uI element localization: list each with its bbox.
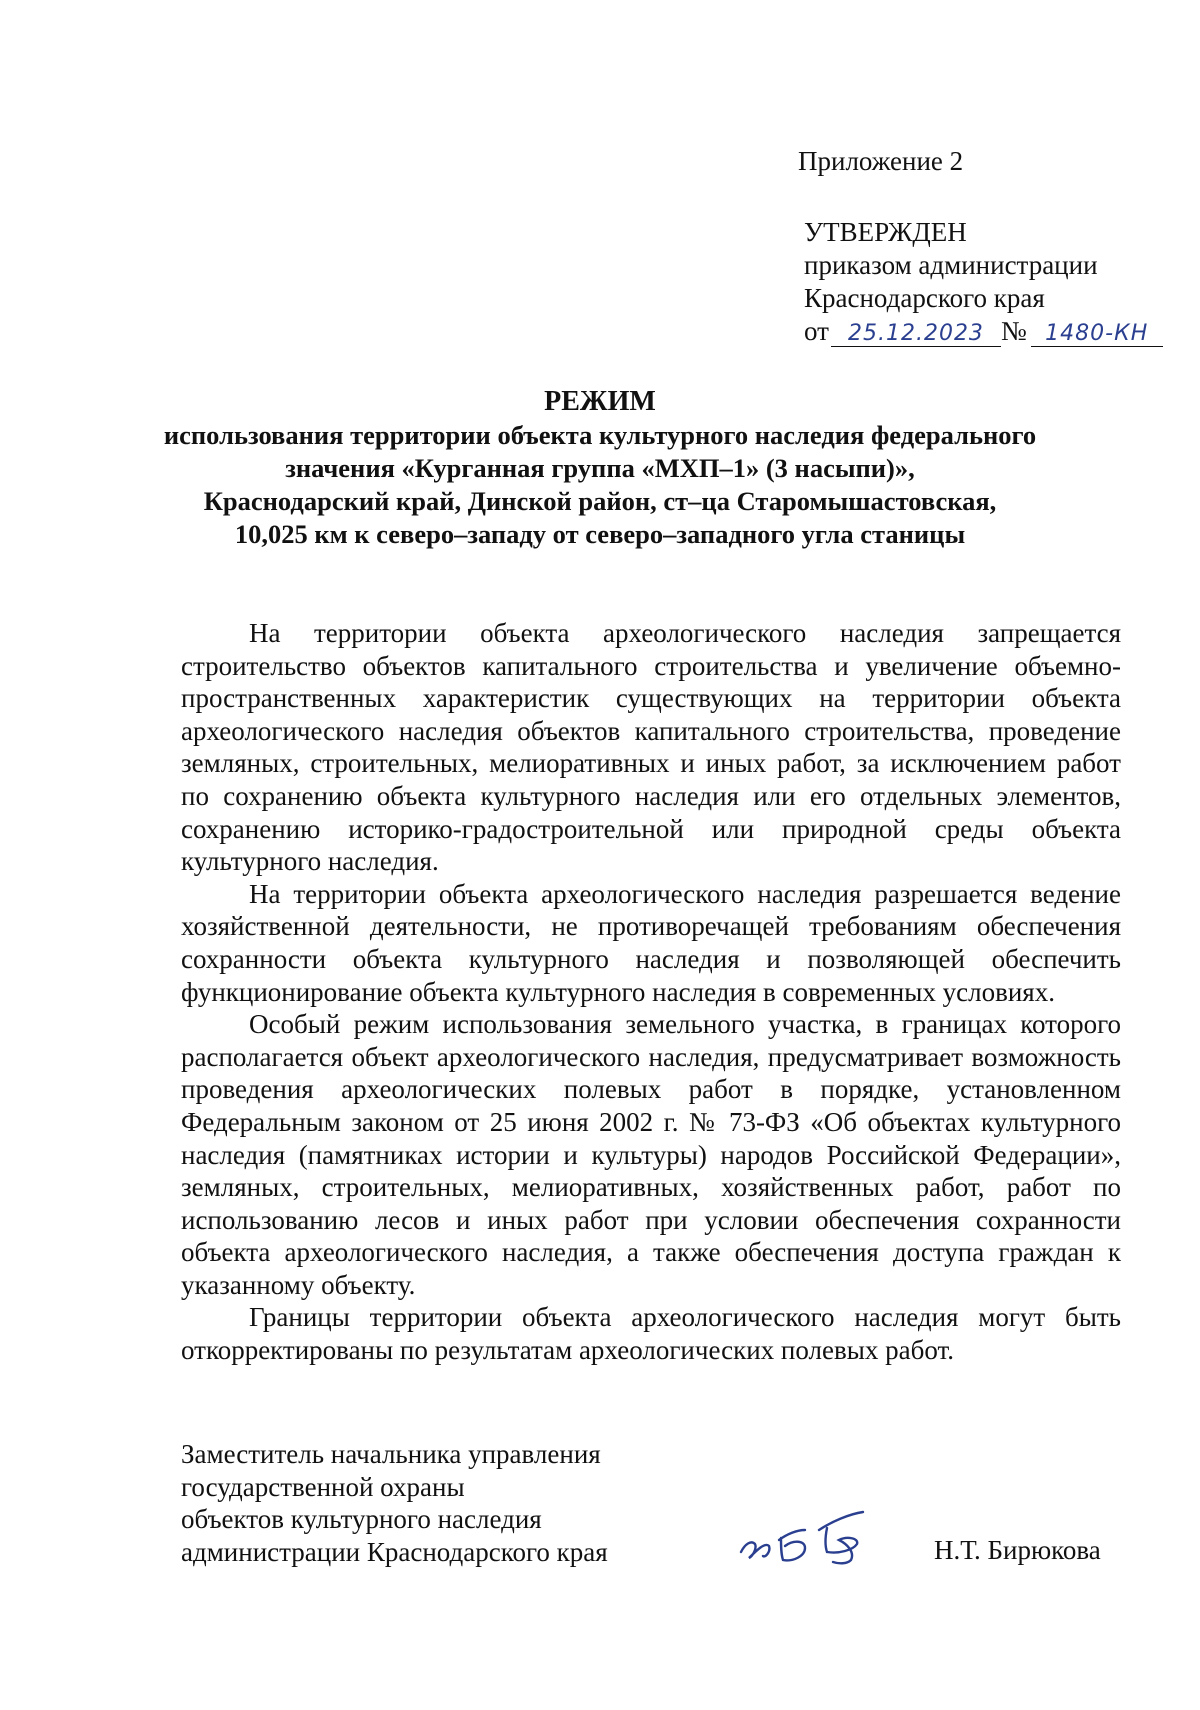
handwritten-signature bbox=[735, 1500, 895, 1570]
number-prefix: № bbox=[1000, 316, 1027, 346]
title-line-3: Краснодарский край, Динской район, ст–ца Старомышастовская, bbox=[203, 486, 997, 516]
position-line-2: государственной охраны bbox=[181, 1471, 465, 1502]
position-line-3: объектов культурного наследия bbox=[181, 1504, 542, 1534]
paragraph-4: Границы территории объекта археологического наследия могут быть откорректированы по результатам археологических полевых работ. bbox=[181, 1302, 1121, 1366]
signatory-position bbox=[181, 1438, 608, 1568]
title-main: РЕЖИМ bbox=[544, 386, 656, 417]
position-line-1: Заместитель начальника управления bbox=[181, 1439, 601, 1469]
date-prefix: от bbox=[804, 316, 829, 346]
signer-name: Н.Т. Бирюкова bbox=[934, 1535, 1101, 1565]
position-line-4: администрации Краснодарского края bbox=[181, 1536, 608, 1567]
document-title bbox=[150, 385, 1050, 551]
approval-status: УТВЕРЖДЕН bbox=[804, 217, 967, 247]
appendix-label: Приложение 2 bbox=[798, 146, 964, 176]
approval-line-1: приказом администрации bbox=[804, 250, 1098, 280]
document-body bbox=[181, 617, 1121, 1367]
approval-date: 25.12.2023 bbox=[831, 322, 1001, 347]
title-line-1: использования территории объекта культурного наследия федерального bbox=[163, 420, 1037, 450]
title-line-4: 10,025 км к северо–западу от северо–западного угла станицы bbox=[234, 519, 966, 549]
approval-line-2: Краснодарского края bbox=[804, 283, 1045, 313]
approval-stamp bbox=[804, 216, 1163, 348]
title-line-2: значения «Курганная группа «МХП–1» (3 насыпи)», bbox=[285, 453, 915, 483]
paragraph-2: На территории объекта археологического наследия разрешается ведение хозяйственной деятельности, не противоречащей требованиям обеспечения сохранности объекта культурного наследия и позволяющей обеспечить функционирование объекта культурного наследия в современных условиях. bbox=[181, 878, 1121, 1007]
paragraph-3: Особый режим использования земельного участка, в границах которого располагается объект археологического наследия, предусматривает возможность проведения археологических полевых работ в порядке, установленном Федеральным законом от 25 июня 2002 г. № 73-ФЗ «Об объектах культурного наследия (памятниках истории и культуры) народов Российской Федерации», земляных, строительных, мелиоративных, хозяйственных работ, работ по использованию лесов и иных работ при условии обеспечения сохранности объекта археологического наследия, а также обеспечения доступа граждан к указанному объекту. bbox=[181, 1009, 1121, 1300]
paragraph-1: На территории объекта археологического наследия запрещается строительство объектов капитального строительства и увеличение объемно-пространственных характеристик существующих на территории объекта археологического наследия объектов капитального строительства, проведение земляных, строительных, мелиоративных и иных работ, за исключением работ по сохранению объекта культурного наследия или его отдельных элементов, сохранению историко-градостроительной или природной среды объекта культурного наследия. bbox=[181, 618, 1121, 877]
approval-date-line bbox=[804, 315, 1163, 348]
approval-number: 1480-КН bbox=[1031, 322, 1163, 347]
